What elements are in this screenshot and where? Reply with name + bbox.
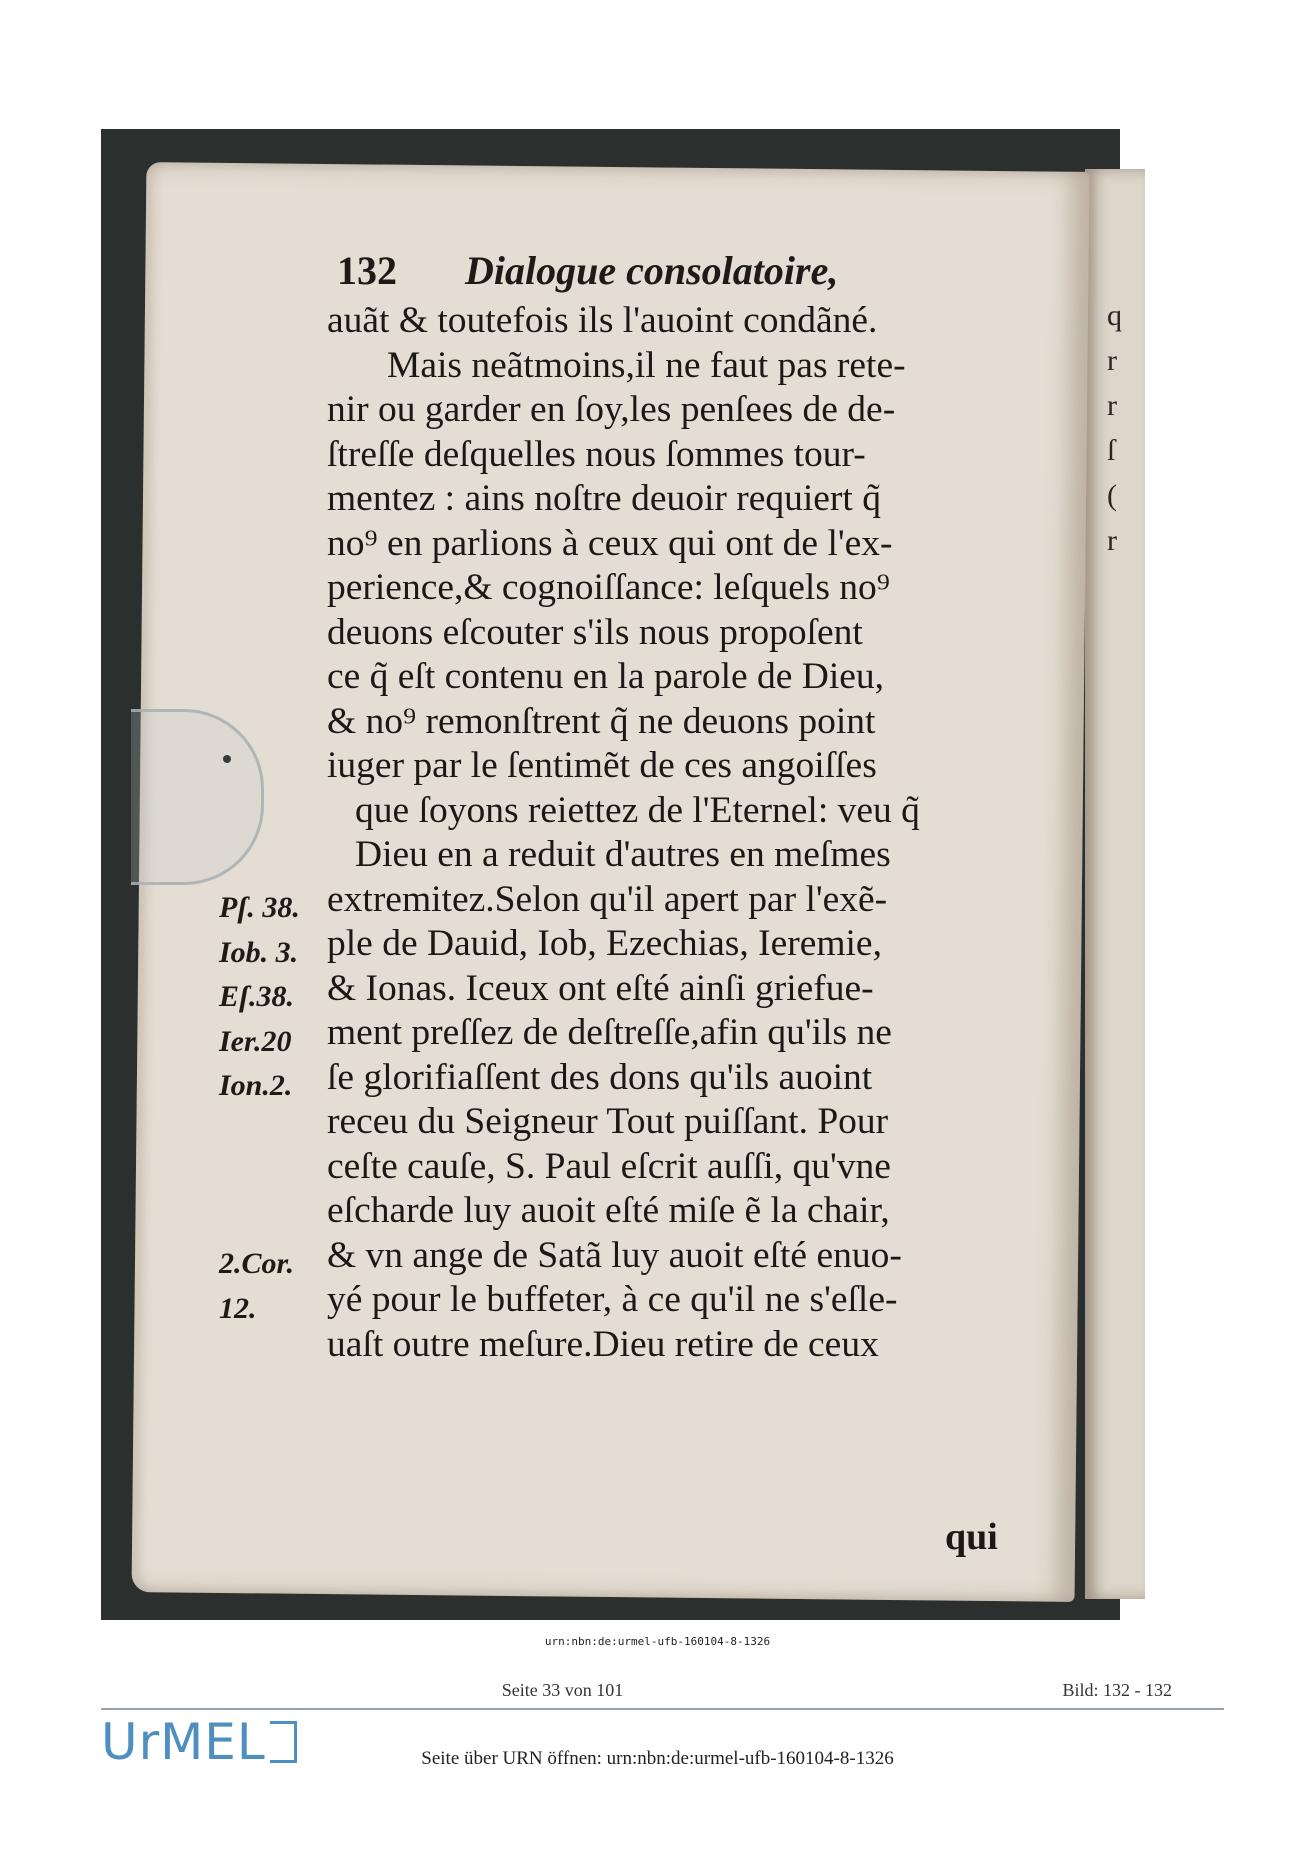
running-head: Dialogue consolatoire, (465, 248, 839, 293)
margin-notes (219, 886, 329, 1331)
text-line: Mais neãtmoins,il ne faut pas rete- (387, 344, 906, 386)
body-text (327, 299, 1007, 1367)
urn-caption: urn:nbn:de:urmel-ufb-160104-8-1326 (544, 1635, 771, 1648)
margin-note (219, 1198, 329, 1243)
text-line: & no⁹ remonſtrent q̃ ne deuons point (327, 700, 876, 742)
text-line: ſtreſſe deſquelles nous ſommes tour- (327, 433, 866, 475)
text-line: deuons eſcouter s'ils nous propoſent (327, 611, 863, 653)
facing-page-edge (1085, 169, 1145, 1599)
clip-dot (223, 755, 231, 763)
text-line: eſcharde luy auoit eſté miſe ẽ la chair, (327, 1190, 890, 1231)
margin-note: Eſ.38. (219, 980, 294, 1013)
margin-note: Pſ. 38. (219, 891, 300, 924)
facing-page-letter: q (1107, 299, 1122, 332)
text-line: receu du Seigneur Tout puiſſant. Pour (327, 1101, 889, 1142)
footer-divider (101, 1708, 1224, 1710)
catchword: qui (945, 1516, 998, 1558)
scanned-book-image (101, 129, 1120, 1620)
footer-info (101, 1680, 1224, 1704)
text-line: yé pour le buffeter, à ce qu'il ne s'eſle- (327, 1279, 898, 1320)
text-line: ment preſſez de deſtreſſe,afin qu'ils ne (327, 1012, 892, 1053)
margin-note (219, 1109, 329, 1154)
logo-text: UrMEL (101, 1713, 266, 1771)
page-count: Seite 33 von 101 (501, 1680, 624, 1700)
facing-page-letter: ( (1107, 479, 1117, 512)
text-line: iuger par le ſentimẽt de ces angoiſſes (327, 745, 877, 786)
margin-note: Ier.20 (219, 1024, 292, 1058)
page-number: 132 (337, 248, 397, 293)
facing-page-letter: r (1107, 389, 1117, 422)
text-line: que ſoyons reiettez de l'Eternel: veu q̃ (355, 789, 920, 831)
facing-page-letter: r (1107, 344, 1117, 377)
margin-note: Ion.2. (219, 1069, 293, 1102)
text-line: uaſt outre meſure.Dieu retire de ceux (327, 1323, 879, 1365)
text-line: perience,& cognoiſſance: leſquels no⁹ (327, 567, 890, 608)
text-line: ce q̃ eſt contenu en la parole de Dieu, (327, 656, 885, 697)
margin-note: 2.Cor. (219, 1247, 295, 1280)
text-line: no⁹ en parlions à ceux qui ont de l'ex- (327, 522, 893, 564)
image-range: Bild: 132 - 132 (1062, 1680, 1172, 1700)
urn-link[interactable]: Seite über URN öffnen: urn:nbn:de:urmel-ufb-160104-8-1326 (421, 1748, 894, 1769)
text-line: auãt & toutefois ils l'auoint condãné. (327, 300, 878, 341)
text-line: ſe glorifiaſſent des dons qu'ils auoint (327, 1056, 873, 1098)
margin-note (219, 1153, 329, 1198)
facing-page-letter: ſ (1107, 434, 1116, 467)
text-line: & vn ange de Satã luy auoit eſté enuo- (327, 1234, 902, 1276)
margin-note: Iob. 3. (219, 935, 299, 969)
text-line: extremitez.Selon qu'il apert par l'exẽ- (327, 878, 888, 920)
page-header (337, 247, 838, 294)
text-line: ple de Dauid, Iob, Ezechias, Ieremie, (327, 923, 882, 964)
text-line: ceſte cauſe, S. Paul eſcrit auſſi, qu'vne (327, 1145, 891, 1187)
facing-page-letter: r (1107, 524, 1117, 557)
text-line: & Ionas. Iceux ont eſté ainſi griefue- (327, 967, 874, 1009)
text-line: nir ou garder en ſoy,les penſees de de- (327, 389, 896, 430)
text-line: Dieu en a reduit d'autres en meſmes (355, 834, 891, 875)
margin-note: 12. (219, 1291, 257, 1325)
text-line: mentez : ains noſtre deuoir requiert q̃ (327, 478, 881, 519)
